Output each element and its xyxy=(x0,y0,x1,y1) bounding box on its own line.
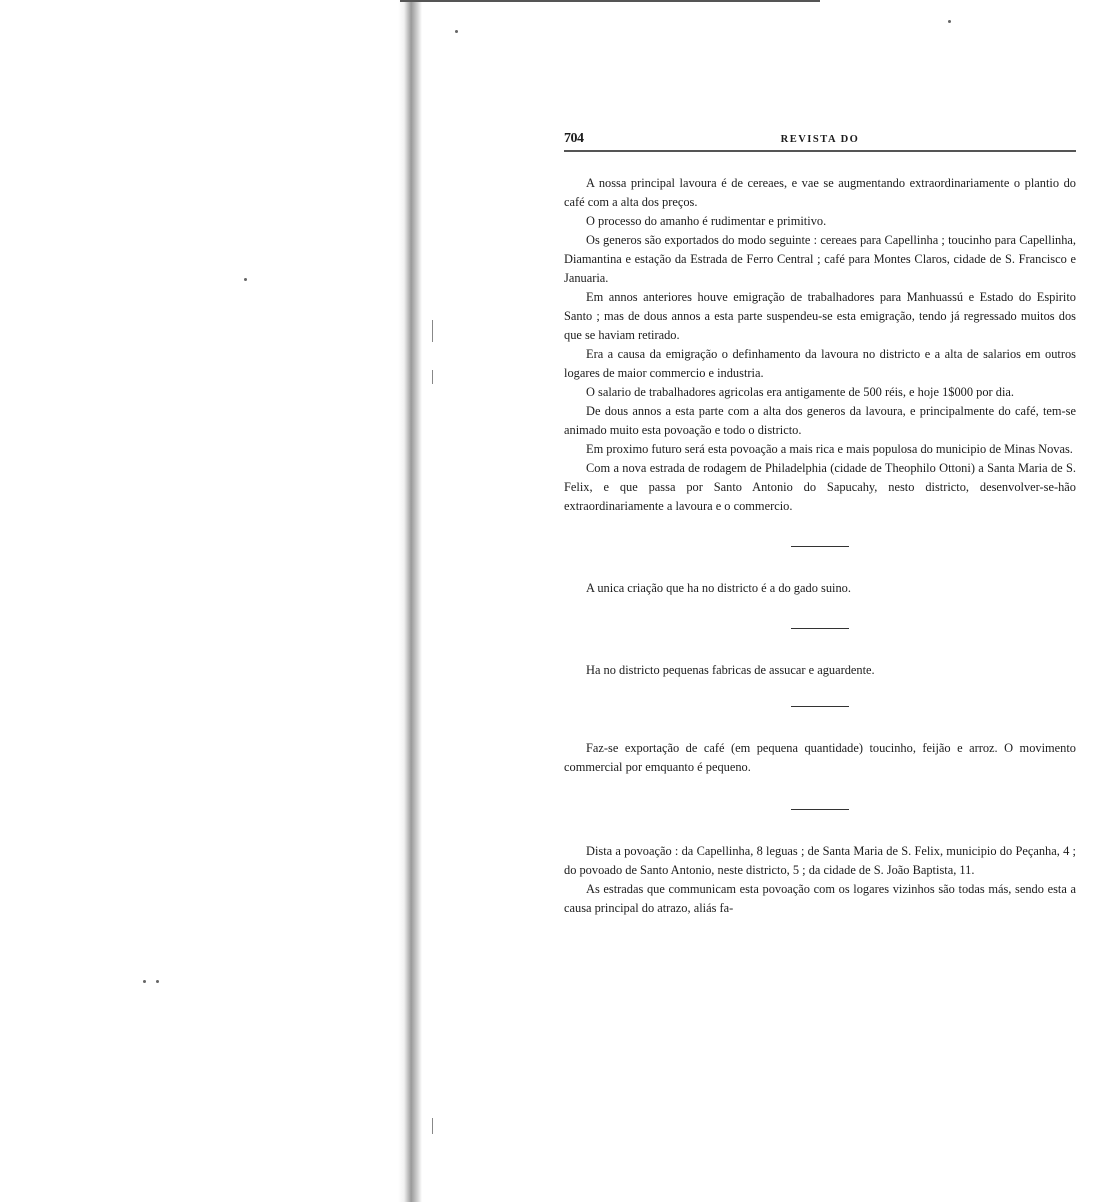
paragraph: O processo do amanho é rudimentar e primitivo. xyxy=(586,214,827,228)
paragraph-distances: Dista a povoação : da Capellinha, 8 leguas ; de Santa Maria de S. Felix, municipio do Peçanha, 4 ; do povoado de Santo Antonio, neste districto, 5 ; da cidade de S. João Baptista, 11. xyxy=(564,844,1076,877)
section-separator xyxy=(791,809,849,810)
scan-speck xyxy=(244,278,247,281)
scan-speck xyxy=(948,20,951,23)
section-separator xyxy=(791,706,849,707)
paragraph: Em annos anteriores houve emigração de trabalhadores para Manhuassú e Estado do Espirito Santo ; mas de dous annos a esta parte suspendeu-se esta emigração, tendo já regressado muitos dos que se haviam retirado. xyxy=(564,290,1076,342)
page-binding-shadow xyxy=(398,0,422,1202)
document-body xyxy=(564,174,1076,918)
scan-speck xyxy=(455,30,458,33)
paragraph: Com a nova estrada de rodagem de Philadelphia (cidade de Theophilo Ottoni) a Santa Maria de S. Felix, e que passa por Santo Antonio do Sapucahy, nesto districto, desenvolver-se-hão extraordinariamente a lavoura e o commercio. xyxy=(564,461,1076,513)
running-head: REVISTA DO xyxy=(780,134,860,145)
scan-speck xyxy=(156,980,159,983)
paragraph-roads: As estradas que communicam esta povoação com os logares vizinhos são todas más, sendo esta a causa principal do atrazo, aliás fa- xyxy=(564,882,1076,915)
paragraph: Em proximo futuro será esta povoação a mais rica e mais populosa do municipio de Minas Novas. xyxy=(586,442,1073,456)
page-number: 704 xyxy=(564,131,584,146)
paragraph-industry: Ha no districto pequenas fabricas de assucar e aguardente. xyxy=(586,663,875,677)
document-page xyxy=(564,128,1076,918)
scan-speck xyxy=(143,980,146,983)
paragraph-commerce: Faz-se exportação de café (em pequena quantidade) toucinho, feijão e arroz. O movimento commercial por emquanto é pequeno. xyxy=(564,741,1076,774)
paragraph-creation: A unica criação que ha no districto é a do gado suino. xyxy=(586,581,851,595)
paragraph: A nossa principal lavoura é de cereaes, e vae se augmentando extraordinariamente o plantio do café com a alta dos preços. xyxy=(564,176,1076,209)
scan-mark xyxy=(432,370,433,384)
paragraph: O salario de trabalhadores agricolas era antigamente de 500 réis, e hoje 1$000 por dia. xyxy=(586,385,1015,399)
paragraph: De dous annos a esta parte com a alta dos generos da lavoura, e principalmente do café, tem-se animado muito esta povoação e todo o districto. xyxy=(564,404,1076,437)
paragraph: Os generos são exportados do modo seguinte : cereaes para Capellinha ; toucinho para Capellinha, Diamantina e estação da Estrada de Ferro Central ; café para Montes Claros, cidade de S. Francisco e Januaria. xyxy=(564,233,1076,285)
page-header xyxy=(564,128,1076,152)
page-top-edge xyxy=(400,0,820,2)
section-separator xyxy=(791,628,849,629)
scan-mark xyxy=(432,320,433,342)
paragraph: Era a causa da emigração o definhamento da lavoura no districto e a alta de salarios em outros logares de maior commercio e industria. xyxy=(564,347,1076,380)
section-separator xyxy=(791,546,849,547)
scan-mark xyxy=(432,1118,433,1134)
